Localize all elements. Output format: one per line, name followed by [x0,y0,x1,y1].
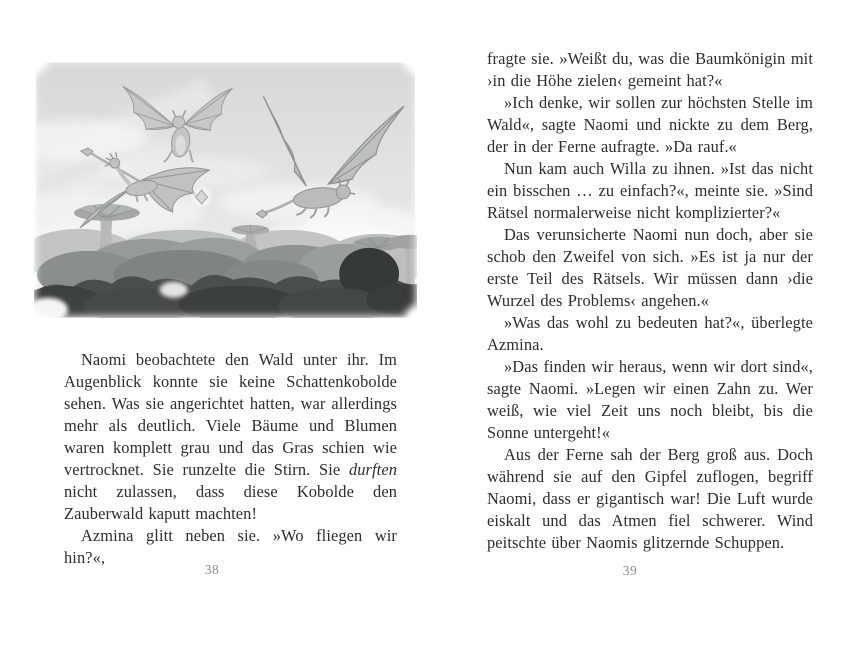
paragraph [487,92,813,158]
page-number-left: 38 [204,562,220,577]
text-run: »Das finden wir heraus, wenn wir dort sind«, sagte Naomi. »Legen wir einen Zahn zu. Wer weiß, wie viel Zeit uns noch bleibt, bis die Sonne untergeht!« [487,357,813,442]
paragraph [64,349,397,525]
text-run: Naomi beobachtete den Wald unter ihr. Im Augenblick konnte sie keine Schattenkobolde sehen. Was sie angerichtet hatten, war allerdings mehr als deutlich. Viele Bäume und Blumen waren komplett grau und das Gras schien wie vertrocknet. Sie runzelte die Stirn. Sie [64,350,397,479]
paragraph [487,444,813,554]
paragraph [487,356,813,444]
right-page-text [487,48,813,554]
text-run: fragte sie. »Weißt du, was die Baumkönigin mit ›in die Höhe zielen‹ gemeint hat?« [487,49,813,90]
paragraph [487,312,813,356]
paragraph [487,48,813,92]
text-run: nicht zulassen, dass diese Kobolde den Zauberwald kaputt machten! [64,482,397,523]
paragraph [487,158,813,224]
italic-text-run: durften [348,460,397,479]
text-run: Azmina glitt neben sie. »Wo fliegen wir hin?«, [64,526,397,567]
text-run: Das verunsicherte Naomi nun doch, aber sie schob den Zweifel von sich. »Es ist ja nur der erste Teil des Rätsels. Wir müssen dann ›die Wurzel des Problems‹ angehen.« [487,225,813,310]
left-page-text [64,349,397,569]
paragraph [487,224,813,312]
paragraph [64,525,397,569]
text-run: »Was das wohl zu bedeuten hat?«, überlegte Azmina. [487,313,813,354]
text-run: »Ich denke, wir sollen zur höchsten Stelle im Wald«, sagte Naomi und nickte zu dem Berg, der in der Ferne aufragte. »Da rauf.« [487,93,813,156]
page-number-right: 39 [622,563,638,578]
text-run: Aus der Ferne sah der Berg groß aus. Doch während sie auf den Gipfel zuflogen, begriff Naomi, dass er gigantisch war! Die Luft wurde eiskalt und das Atmen fiel schwerer. Wind peitschte über Naomis glitzernde Schuppen. [487,445,813,552]
text-run: Nun kam auch Willa zu ihnen. »Ist das nicht ein bisschen … zu einfach?«, meinte sie. »Sind Rätsel normalerweise nicht komplizierter?« [487,159,813,222]
forest-dragons-illustration [34,60,417,318]
